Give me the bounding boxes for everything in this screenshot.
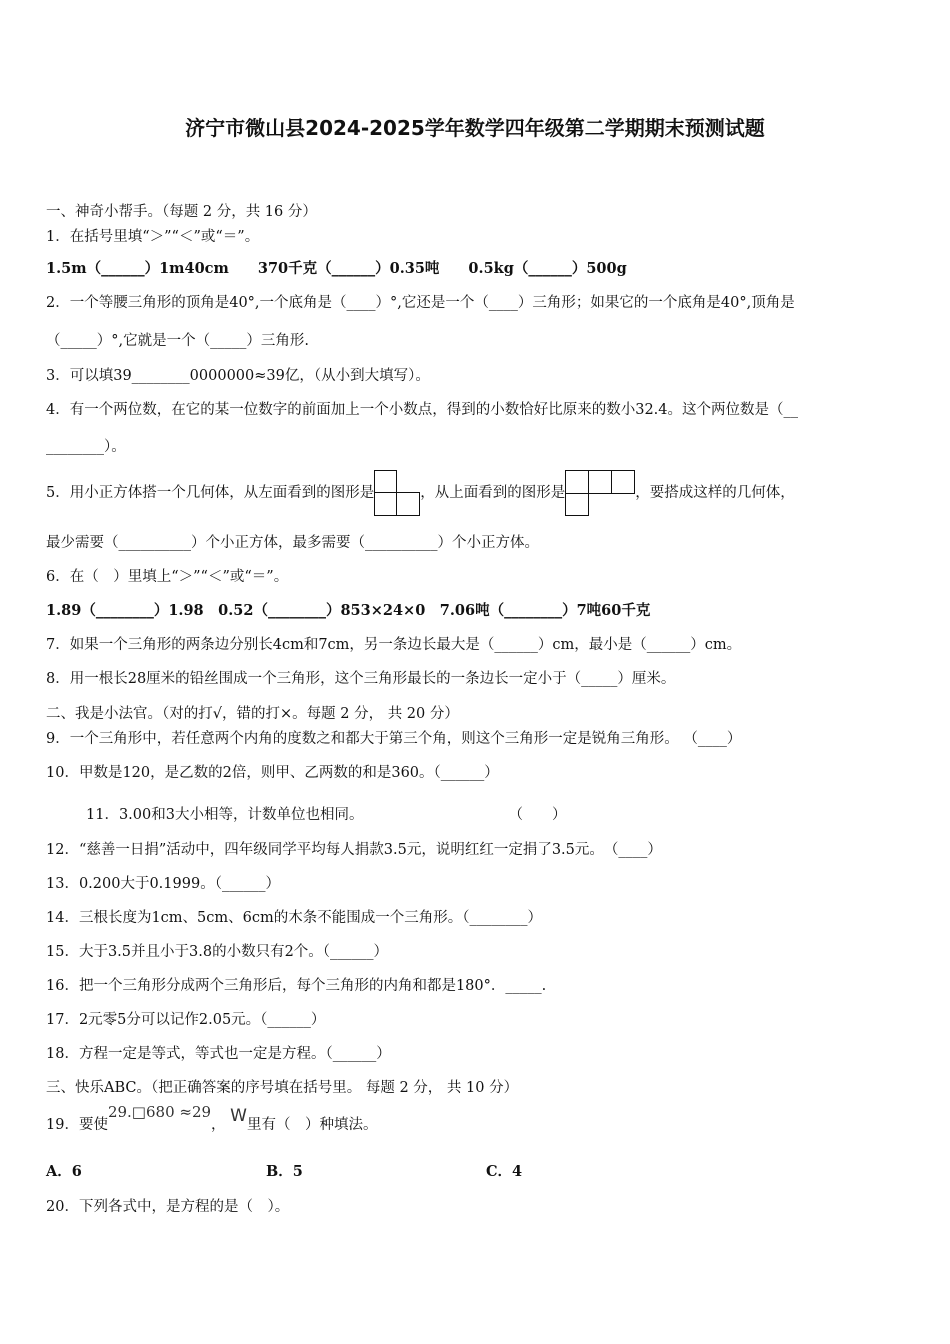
question-1-items: 1.5m（______）1m40cm 370千克（______）0.35吨 0.5kg（______）500g <box>46 260 627 277</box>
question-2-line-2: （_____）°,它就是一个（_____）三角形. <box>46 333 309 349</box>
question-19-text-c: 里有（ ）种填法。 <box>246 1117 378 1133</box>
question-6: 6．在（ ）里填上“＞”“＜”或“＝”。 <box>46 569 289 585</box>
question-19-option-a: A．6 <box>46 1163 82 1180</box>
question-5-line-1 <box>46 470 795 516</box>
section-2-heading: 二、我是小法官。（对的打√，错的打×。每题 2 分， 共 20 分） <box>46 706 459 722</box>
question-15: 15．大于3.5并且小于3.8的小数只有2个。（______） <box>46 944 389 960</box>
question-7: 7．如果一个三角形的两条边分别长4cm和7cm，另一条边长最大是（______）cm，最小是（______）cm。 <box>46 637 742 653</box>
question-1: 1．在括号里填“＞”“＜”或“＝”。 <box>46 229 260 245</box>
question-19-option-c: C．4 <box>486 1163 523 1180</box>
question-16: 16．把一个三角形分成两个三角形后，每个三角形的内角和都是180°．_____. <box>46 978 547 994</box>
question-13: 13．0.200大于0.1999。（______） <box>46 876 280 892</box>
question-5-text-a: 5．用小正方体搭一个几何体，从左面看到的图形是 <box>46 485 375 501</box>
section-1-heading: 一、神奇小帮手。（每题 2 分，共 16 分） <box>46 204 317 220</box>
question-19-formula: 29.□680 ≈29 <box>107 1103 212 1121</box>
question-19-option-b: B．5 <box>266 1163 303 1180</box>
section-3-heading: 三、快乐ABC。（把正确答案的序号填在括号里。 每题 2 分， 共 10 分） <box>46 1080 519 1096</box>
question-2-line-1: 2．一个等腰三角形的顶角是40°,一个底角是（____）°,它还是一个（____）三角形；如果它的一个底角是40°,顶角是 <box>46 295 795 311</box>
left-view-figure <box>374 470 420 516</box>
question-5-line-2: 最少需要（__________）个小正方体，最多需要（__________）个小正方体。 <box>46 535 539 551</box>
question-11: 11．3.00和3大小相等，计数单位也相同。 （ ） <box>86 807 567 823</box>
page-title: 济宁市微山县2024-2025学年数学四年级第二学期期末预测试题 <box>185 116 765 140</box>
question-12: 12．“慈善一日捐”活动中，四年级同学平均每人捐款3.5元，说明红红一定捐了3.5元。 （____） <box>46 842 662 858</box>
question-4-line-1: 4．有一个两位数，在它的某一位数字的前面加上一个小数点，得到的小数恰好比原来的数小32.4。这个两位数是（__ <box>46 402 799 418</box>
question-8: 8．用一根长28厘米的铅丝围成一个三角形，这个三角形最长的一条边长一定小于（_____）厘米。 <box>46 671 676 687</box>
question-20: 20．下列各式中，是方程的是（ ）。 <box>46 1199 290 1215</box>
question-5-text-c: ，要搭成这样的几何体， <box>635 485 795 501</box>
question-19-text-a: 19．要使 <box>46 1117 108 1133</box>
question-17: 17．2元零5分可以记作2.05元。（______） <box>46 1012 326 1028</box>
question-4-line-2: ________）。 <box>46 439 126 455</box>
question-19 <box>46 1104 377 1145</box>
question-18: 18．方程一定是等式，等式也一定是方程。（______） <box>46 1046 391 1062</box>
question-9: 9．一个三角形中，若任意两个内角的度数之和都大于第三个角，则这个三角形一定是锐角三角形。 （____） <box>46 731 742 747</box>
question-10: 10．甲数是120，是乙数的2倍，则甲、乙两数的和是360。（______） <box>46 765 499 781</box>
question-19-text-b: ， <box>211 1117 226 1133</box>
question-3: 3．可以填39________0000000≈39亿，（从小到大填写）。 <box>46 368 430 384</box>
top-view-figure <box>565 470 635 516</box>
question-5-text-b: ，从上面看到的图形是 <box>420 485 566 501</box>
question-6-items: 1.89（________）1.98 0.52（________）853×24×0 7.06吨（________）7吨60千克 <box>46 602 651 619</box>
question-14: 14．三根长度为1cm、5cm、6cm的木条不能围成一个三角形。（________） <box>46 910 542 926</box>
question-19-w-symbol: W <box>230 1106 247 1126</box>
